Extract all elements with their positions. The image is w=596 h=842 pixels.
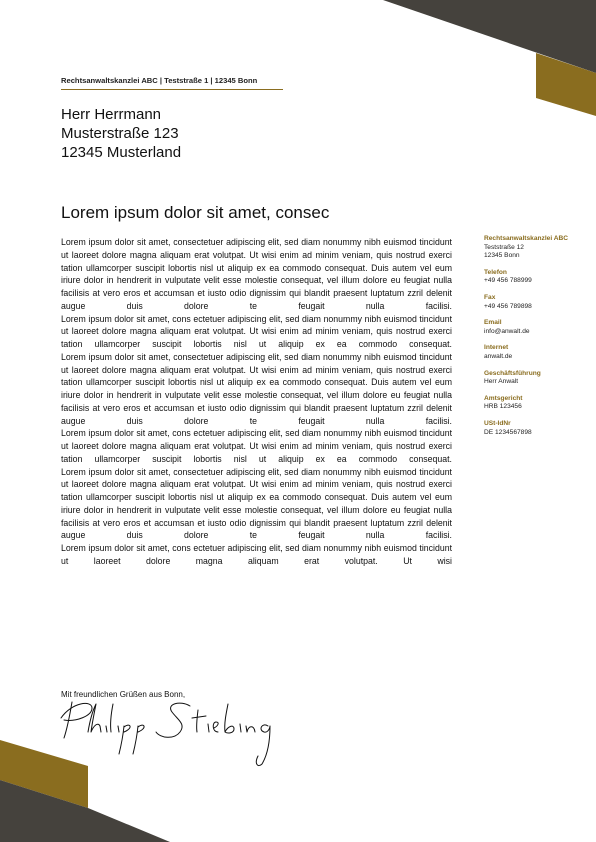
body-paragraph: Lorem ipsum dolor sit amet, consectetuer adipiscing elit, sed diam nonummy nibh euismod tincidunt ut laoreet dolore magna aliquam erat volutpat. Ut wisi enim ad minim veniam, quis nostrud exerci tation ullamcorper suscipit lobortis nisl ut aliquip ex ea commodo consequat. Duis autem vel eum iriure dolor in hendrerit in vulputate velit esse molestie consequat, vel illum dolore eu feugiat nulla facilisis at vero eros et accumsan et iusto odio dignissim qui blandit praesent luptatum zzril delenit augue duis dolore te feugait nulla facilisi.: [61, 351, 452, 426]
closing-line: Mit freundlichen Grüßen aus Bonn,: [61, 690, 186, 699]
sidebar-label: USt-IdNr: [484, 419, 511, 427]
sidebar-value: info@anwalt.de: [484, 327, 530, 335]
sidebar-label: Internet: [484, 344, 509, 352]
body-paragraph: Lorem ipsum dolor sit amet, cons ectetuer adipiscing elit, sed diam nonummy nibh euismod tincidunt ut laoreet dolore magna aliquam erat volutpat. Ut wisi enim ad minim veniam, quis nostrud exerci tation ullamcorper suscipit lobortis nisl ut aliquip ex ea commodo consequat.: [61, 428, 452, 464]
body-paragraph: Lorem ipsum dolor sit amet, cons ectetuer adipiscing elit, sed diam nonummy nibh euismod tincidunt ut laoreet dolore magna aliquam erat volutpat. Ut wisi enim ad minim veniam, quis nostrud exerci tation ullamcorper suscipit lobortis nisl ut aliquip ex ea commodo consequat.: [61, 313, 452, 349]
body-paragraph: Lorem ipsum dolor sit amet, cons ectetuer adipiscing elit, sed diam nonummy nibh euismod tincidunt ut laoreet dolore magna aliquam erat volutpat. Ut wisi: [61, 543, 452, 566]
sidebar-label: Email: [484, 319, 502, 327]
sidebar-company: Rechtsanwaltskanzlei ABC: [484, 235, 569, 242]
sidebar-label: Geschäftsführung: [484, 369, 541, 377]
sidebar-item-amtsgericht: [484, 395, 584, 412]
sidebar-item-ust-idnr: [484, 420, 584, 437]
sidebar-label: Fax: [484, 293, 496, 301]
handwritten-signature: [58, 692, 283, 770]
sidebar-item-internet: [484, 344, 584, 361]
sidebar-value: Herr Anwalt: [484, 378, 519, 386]
sidebar-item-email: [484, 319, 584, 336]
sidebar-item-telefon: [484, 269, 584, 286]
top-right-dark-band: [383, 0, 596, 73]
letter-subject: Lorem ipsum dolor sit amet, consec: [61, 203, 330, 222]
contact-sidebar: [484, 235, 584, 445]
sidebar-value: DE 1234567898: [484, 428, 532, 436]
sidebar-value: anwalt.de: [484, 352, 513, 360]
recipient-name: Herr Herrmann: [61, 106, 162, 123]
recipient-address: [61, 105, 181, 162]
sidebar-item-geschaeftsfuehrung: [484, 370, 584, 387]
body-paragraph: Lorem ipsum dolor sit amet, consectetuer adipiscing elit, sed diam nonummy nibh euismod tincidunt ut laoreet dolore magna aliquam erat volutpat. Ut wisi enim ad minim veniam, quis nostrud exerci tation ullamcorper suscipit lobortis nisl ut aliquip ex ea commodo consequat. Duis autem vel eum iriure dolor in hendrerit in vulputate velit esse molestie consequat, vel illum dolore eu feugiat nulla facilisis at vero eros et accumsan et iusto odio dignissim qui blandit praesent luptatum zzril delenit augue duis dolore te feugait nulla facilisi.: [61, 466, 452, 541]
sidebar-label: Amtsgericht: [484, 394, 523, 402]
sidebar-company-block: [484, 235, 584, 261]
sidebar-label: Telefon: [484, 268, 507, 276]
sender-underline: [61, 89, 283, 90]
sidebar-item-fax: [484, 294, 584, 311]
sidebar-city: 12345 Bonn: [484, 252, 520, 260]
sidebar-street: Teststraße 12: [484, 243, 524, 251]
sidebar-value: +49 456 788999: [484, 277, 532, 285]
sender-line: Rechtsanwaltskanzlei ABC | Teststraße 1 | 12345 Bonn: [61, 76, 258, 85]
sidebar-value: HRB 123456: [484, 403, 522, 411]
body-paragraph: Lorem ipsum dolor sit amet, consectetuer adipiscing elit, sed diam nonummy nibh euismod tincidunt ut laoreet dolore magna aliquam erat volutpat. Ut wisi enim ad minim veniam, quis nostrud exerci tation ullamcorper suscipit lobortis nisl ut aliquip ex ea commodo consequat. Duis autem vel eum iriure dolor in hendrerit in vulputate velit esse molestie consequat, vel illum dolore eu feugiat nulla facilisis at vero eros et accumsan et iusto odio dignissim qui blandit praesent luptatum zzril delenit augue duis dolore te feugait nulla facilisi.: [61, 237, 452, 311]
recipient-street: Musterstraße 123: [61, 125, 179, 142]
letter-body: [61, 236, 452, 646]
recipient-city: 12345 Musterland: [61, 144, 182, 161]
sidebar-value: +49 456 789898: [484, 302, 532, 310]
